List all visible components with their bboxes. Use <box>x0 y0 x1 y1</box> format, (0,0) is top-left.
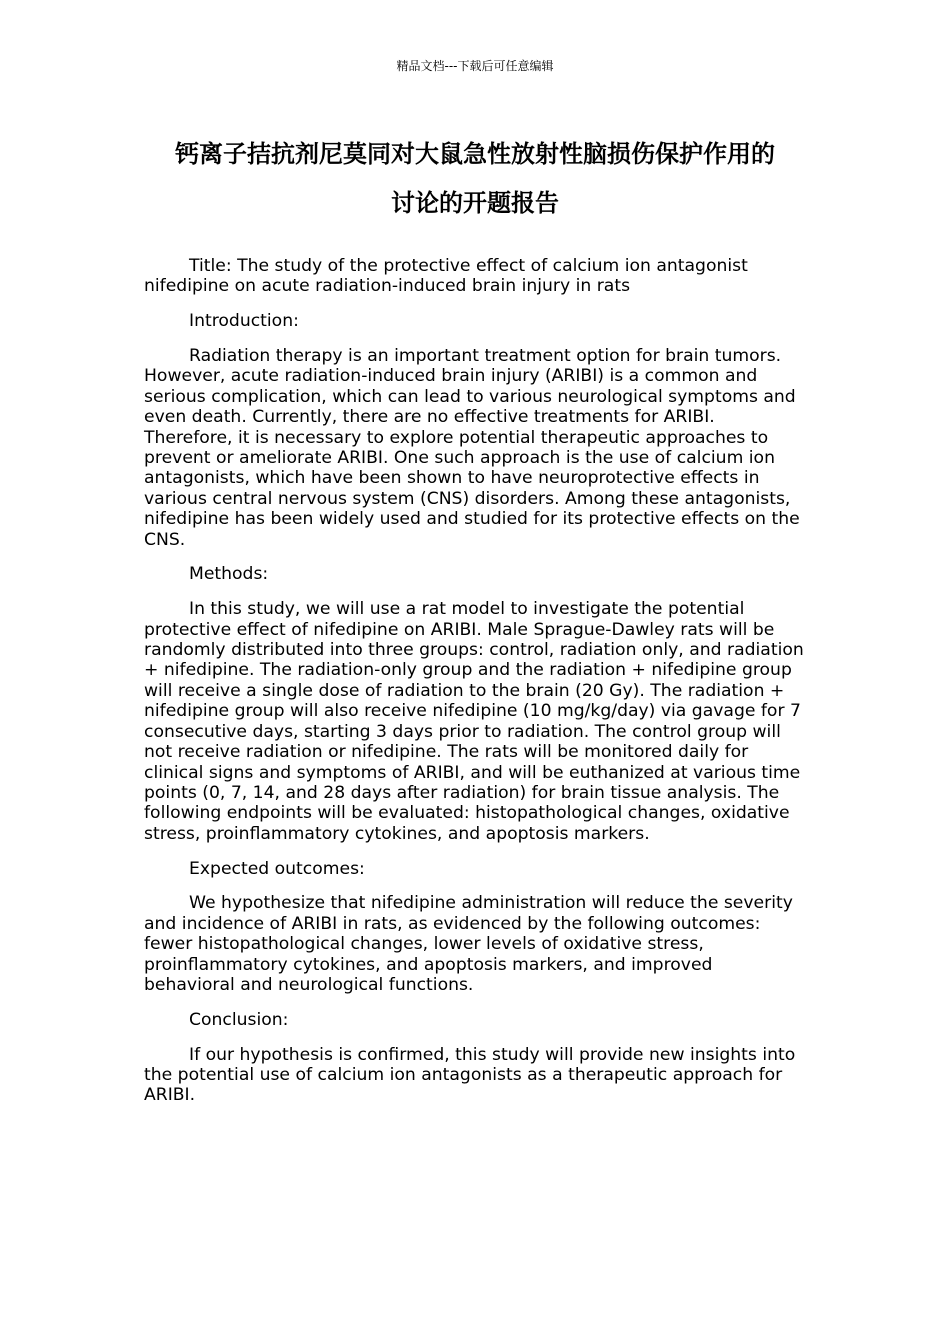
methods-paragraph: In this study, we will use a rat model to investigate the potential protective effect of nifedipine on ARIBI. Male Sprague-Dawley rats will be randomly distributed into three groups: control, radiation only, and radiation + nifedipine. The radiation-only group and the radiation + nifedipine group will receive a single dose of radiation to the brain (20 Gy). The radiation + nifedipine group will also receive nifedipine (10 mg/kg/day) via gavage for 7 consecutive days, starting 3 days prior to radiation. The control group will not receive radiation or nifedipine. The rats will be monitored daily for clinical signs and symptoms of ARIBI, and will be euthanized at various time points (0, 7, 14, and 28 days after radiation) for brain tissue analysis. The following endpoints will be evaluated: histopathological changes, oxidative stress, proinflammatory cytokines, and apoptosis markers. <box>144 599 804 844</box>
expected-outcomes-paragraph: We hypothesize that nifedipine administration will reduce the severity and incidence of ARIBI in rats, as evidenced by the following outcomes: fewer histopathological changes, lower levels of oxidative stress, proinflammatory cytokines, and apoptosis markers, and improved behavioral and neurological functions. <box>144 893 793 995</box>
conclusion-paragraph: If our hypothesis is confirmed, this study will provide new insights into the potential use of calcium ion antagonists as a therapeutic approach for ARIBI. <box>144 1044 796 1106</box>
conclusion-heading: Conclusion: <box>189 1009 289 1030</box>
document-body <box>144 256 808 1120</box>
introduction-paragraph: Radiation therapy is an important treatment option for brain tumors. However, acute radiation-induced brain injury (ARIBI) is a common and serious complication, which can lead to various neurological symptoms and even death. Currently, there are no effective treatments for ARIBI. Therefore, it is necessary to explore potential therapeutic approaches to prevent or ameliorate ARIBI. One such approach is the use of calcium ion antagonists, which have been shown to have neuroprotective effects in various central nervous system (CNS) disorders. Among these antagonists, nifedipine has been widely used and studied for its protective effects on the CNS. <box>144 346 800 550</box>
title-line-2: 讨论的开题报告 <box>391 189 559 217</box>
expected-outcomes-heading: Expected outcomes: <box>189 858 365 879</box>
methods-heading: Methods: <box>189 564 269 585</box>
header-note: 精品文档---下载后可任意编辑 <box>396 59 554 73</box>
introduction-heading: Introduction: <box>189 311 299 332</box>
title-paragraph: Title: The study of the protective effect of calcium ion antagonist nifedipine on acute radiation-induced brain injury in rats <box>144 256 748 297</box>
title-line-1: 钙离子拮抗剂尼莫同对大鼠急性放射性脑损伤保护作用的 <box>175 140 775 168</box>
document-title <box>145 130 805 228</box>
